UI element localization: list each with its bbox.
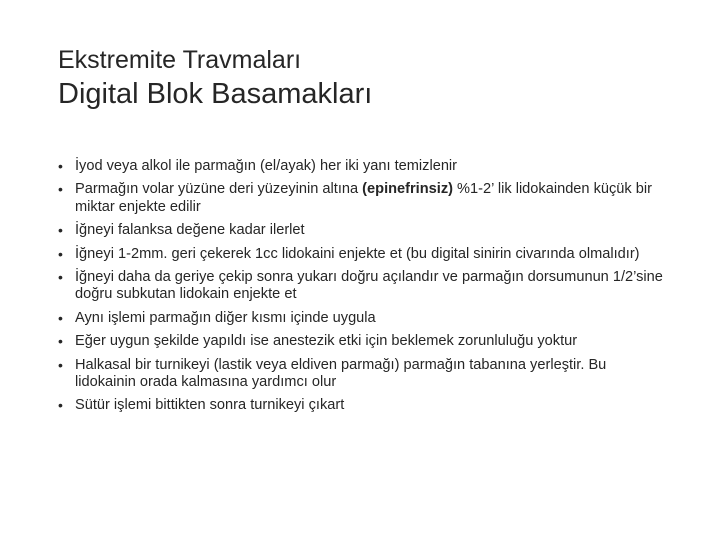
bullet-icon: •	[58, 269, 63, 286]
bullet-item	[58, 397, 663, 414]
bullet-text: İğneyi falanksa değene kadar ilerlet	[75, 222, 305, 239]
bullet-icon: •	[58, 333, 63, 350]
bullet-icon: •	[58, 309, 63, 326]
title-line-2: Digital Blok Basamakları	[58, 78, 373, 110]
bullet-icon: •	[58, 245, 63, 262]
bullet-item	[58, 222, 663, 239]
title-line-1: Ekstremite Travmaları	[58, 46, 302, 74]
bullet-text: Halkasal bir turnikeyi (lastik veya eldiven parmağı) parmağın tabanına yerleştir. Bu lidokainin orada kalmasına yardımcı olur	[75, 356, 607, 391]
bullet-text-bold: (epinefrinsiz)	[362, 181, 453, 198]
bullet-text: İğneyi 1-2mm. geri çekerek 1cc lidokaini enjekte et (bu digital sinirin civarında olmalıdır)	[75, 245, 640, 262]
bullet-list	[58, 158, 663, 415]
bullet-item	[58, 333, 663, 350]
bullet-text: Aynı işlemi parmağın diğer kısmı içinde uygula	[75, 309, 376, 326]
bullet-item	[58, 246, 663, 263]
bullet-text: İyod veya alkol ile parmağın (el/ayak) her iki yanı temizlenir	[75, 158, 458, 174]
bullet-text: İğneyi daha da geriye çekip sonra yukarı doğru açılandır ve parmağın dorsumunun 1/2’sine doğru subkutan lidokain enjekte et	[75, 269, 663, 303]
bullet-item	[58, 269, 663, 304]
bullet-icon: •	[58, 397, 63, 414]
bullet-item	[58, 158, 663, 175]
bullet-icon: •	[58, 222, 63, 239]
bullet-icon: •	[58, 181, 63, 198]
bullet-text-post: %1-2’ lik lidokainden küçük bir miktar enjekte edilir	[75, 181, 652, 215]
slide-title	[58, 44, 678, 112]
bullet-text: Sütür işlemi bittikten sonra turnikeyi çıkart	[75, 397, 345, 414]
bullet-icon: •	[58, 158, 63, 174]
bullet-text-pre: Parmağın volar yüzüne deri yüzeyinin altına	[75, 181, 363, 198]
bullet-text: Eğer uygun şekilde yapıldı ise anestezik etki için beklemek zorunluluğu yoktur	[75, 333, 578, 350]
bullet-item	[58, 310, 663, 327]
bullet-icon: •	[58, 356, 63, 373]
bullet-item	[58, 181, 663, 216]
bullet-item	[58, 357, 663, 392]
